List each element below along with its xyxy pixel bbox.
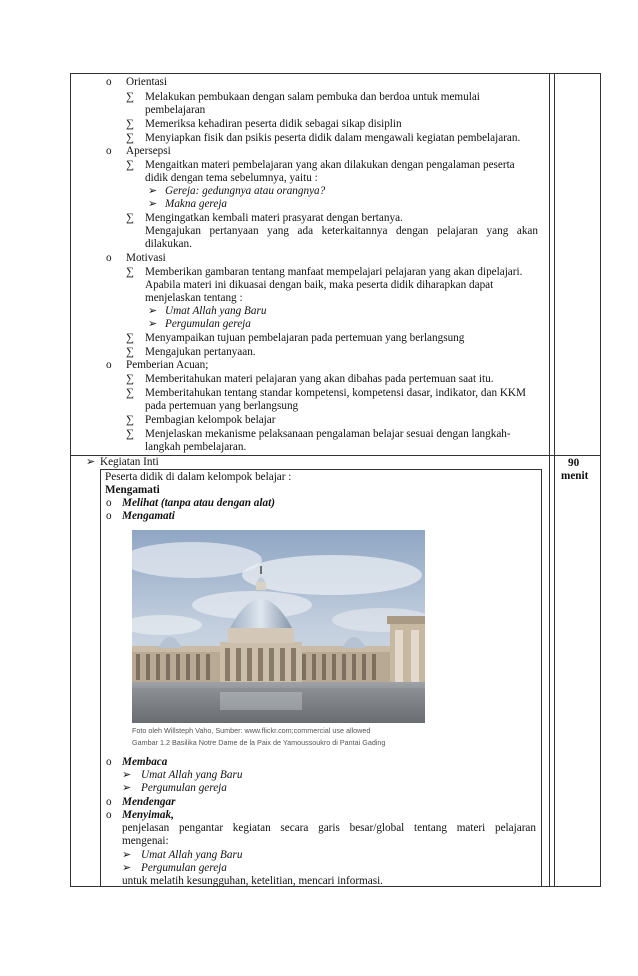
membaca-heading: Membaca — [122, 756, 168, 768]
menyimak-sub-2: Pergumulan gereja — [141, 862, 227, 874]
core-intro: Peserta didik di dalam kelompok belajar : — [105, 471, 292, 483]
table-border-left — [70, 73, 71, 887]
acuan-heading: Pemberian Acuan; — [126, 359, 209, 371]
inner-box-right — [541, 469, 542, 887]
sigma-bullet: ∑ — [126, 332, 134, 344]
orientasi-item-3: Menyiapkan fisik dan psikis peserta didik dalam mengawali kegiatan pembelajaran. — [145, 132, 521, 144]
motivasi-item-1-cont: Apabila materi ini dikuasai dengan baik, maka peserta didik diharapkan dapat — [145, 279, 494, 291]
orientasi-heading: Orientasi — [126, 76, 168, 88]
arrow-bullet: ➢ — [122, 862, 132, 874]
menyimak-heading: Menyimak, — [122, 809, 174, 821]
acuan-item-4: Menjelaskan mekanisme pelaksanaan pengalaman belajar sesuai dengan langkah- — [145, 428, 511, 440]
bullet-circle: o — [106, 510, 112, 522]
arrow-bullet: ➢ — [122, 769, 132, 781]
observe-item-2: Mengamati — [122, 510, 175, 522]
column-divider-left — [549, 73, 550, 887]
motivasi-sub-2: Pergumulan gereja — [165, 318, 251, 330]
sigma-bullet: ∑ — [126, 428, 134, 440]
orientasi-item-1: Melakukan pembukaan dengan salam pembuka dan berdoa untuk memulai — [145, 91, 480, 103]
inner-box-top — [100, 469, 542, 470]
arrow-bullet: ➢ — [86, 456, 96, 468]
bullet-circle: o — [106, 76, 112, 88]
photo-credit: Foto oleh Willsteph Vaho, Sumber: www.flickr.com;commercial use allowed — [132, 726, 371, 735]
apersepsi-item-3: Mengajukan pertanyaan yang ada keterkaitannya dengan pelajaran yang akan — [145, 225, 538, 237]
sigma-bullet: ∑ — [126, 387, 134, 399]
closing-text: untuk melatih kesungguhan, ketelitian, mencari informasi. — [122, 875, 383, 887]
apersepsi-item-1: Mengaitkan materi pembelajaran yang akan dilakukan dengan pengalaman peserta — [145, 159, 515, 171]
orientasi-item-2: Memeriksa kehadiran peserta didik sebagai sikap disiplin — [145, 118, 402, 130]
core-heading: Kegiatan Inti — [100, 456, 159, 468]
apersepsi-item-3-cont: dilakukan. — [145, 238, 192, 250]
orientasi-item-1-cont: pembelajaran — [145, 104, 206, 116]
motivasi-sub-1: Umat Allah yang Baru — [165, 305, 267, 317]
sigma-bullet: ∑ — [126, 346, 134, 358]
bullet-circle: o — [106, 145, 112, 157]
menyimak-text: penjelasan pengantar kegiatan secara garis besar/global tentang materi pelajaran — [122, 822, 536, 834]
apersepsi-sub-1: Gereja: gedungnya atau orangnya? — [165, 185, 326, 197]
menyimak-sub-1: Umat Allah yang Baru — [141, 849, 243, 861]
duration-value: 90 — [568, 457, 580, 469]
sigma-bullet: ∑ — [126, 373, 134, 385]
sigma-bullet: ∑ — [126, 132, 134, 144]
arrow-bullet: ➢ — [148, 185, 158, 197]
bullet-circle: o — [106, 809, 112, 821]
acuan-item-3: Pembagian kelompok belajar — [145, 414, 276, 426]
duration-unit: menit — [561, 470, 589, 482]
basilica-photo — [132, 530, 425, 723]
motivasi-heading: Motivasi — [126, 252, 166, 264]
photo-caption: Gambar 1.2 Basilika Notre Dame de la Paix de Yamoussoukro di Pantai Gading — [132, 738, 386, 747]
apersepsi-item-2: Mengingatkan kembali materi prasyarat dengan bertanya. — [145, 212, 403, 224]
sigma-bullet: ∑ — [126, 212, 134, 224]
arrow-bullet: ➢ — [148, 198, 158, 210]
bullet-circle: o — [106, 796, 112, 808]
table-border-top — [70, 73, 601, 74]
motivasi-item-1: Memberikan gambaran tentang manfaat mempelajari pelajaran yang akan dipelajari. — [145, 266, 523, 278]
apersepsi-sub-2: Makna gereja — [165, 198, 228, 210]
mengamati-heading: Mengamati — [105, 484, 160, 496]
acuan-item-4-cont: langkah pembelajaran. — [145, 441, 247, 453]
inner-box-left — [100, 469, 101, 887]
motivasi-item-1-cont: menjelaskan tentang : — [145, 292, 243, 304]
sigma-bullet: ∑ — [126, 266, 134, 278]
mendengar-heading: Mendengar — [122, 796, 176, 808]
bullet-circle: o — [106, 252, 112, 264]
column-divider-right — [554, 73, 555, 887]
sigma-bullet: ∑ — [126, 91, 134, 103]
motivasi-item-2: Menyampaikan tujuan pembelajaran pada pertemuan yang berlangsung — [145, 332, 465, 344]
arrow-bullet: ➢ — [148, 305, 158, 317]
acuan-item-2: Memberitahukan tentang standar kompetensi, kompetensi dasar, indikator, dan KKM — [145, 387, 526, 399]
sigma-bullet: ∑ — [126, 159, 134, 171]
arrow-bullet: ➢ — [122, 849, 132, 861]
acuan-item-1: Memberitahukan materi pelajaran yang akan dibahas pada pertemuan saat itu. — [145, 373, 494, 385]
table-border-right — [600, 73, 601, 887]
sigma-bullet: ∑ — [126, 414, 134, 426]
apersepsi-item-1-cont: didik dengan tema sebelumnya, yaitu : — [145, 172, 318, 184]
bullet-circle: o — [106, 359, 112, 371]
menyimak-text-cont: mengenai: — [122, 835, 169, 847]
motivasi-item-3: Mengajukan pertanyaan. — [145, 346, 256, 358]
bullet-circle: o — [106, 756, 112, 768]
membaca-sub-2: Pergumulan gereja — [141, 782, 227, 794]
arrow-bullet: ➢ — [148, 318, 158, 330]
apersepsi-heading: Apersepsi — [126, 145, 171, 157]
bullet-circle: o — [106, 497, 112, 509]
acuan-item-2-cont: pada pertemuan yang berlangsung — [145, 400, 299, 412]
arrow-bullet: ➢ — [122, 782, 132, 794]
membaca-sub-1: Umat Allah yang Baru — [141, 769, 243, 781]
sigma-bullet: ∑ — [126, 118, 134, 130]
observe-item-1: Melihat (tanpa atau dengan alat) — [122, 497, 275, 509]
